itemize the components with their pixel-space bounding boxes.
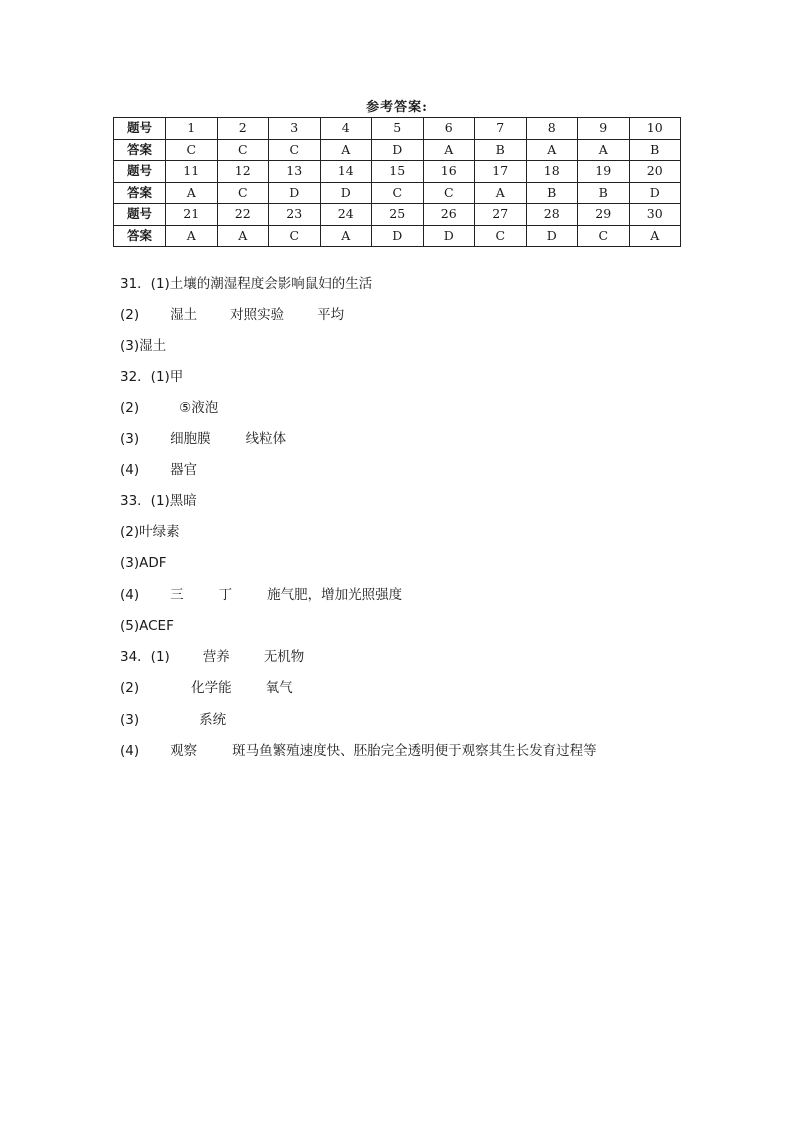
table-cell: D bbox=[526, 225, 578, 247]
table-cell: 29 bbox=[578, 204, 630, 226]
row-header-cell: 答案 bbox=[114, 182, 166, 204]
table-cell: 24 bbox=[320, 204, 372, 226]
q31-part2-answer-b: 对照实验 bbox=[230, 307, 285, 323]
table-cell: D bbox=[423, 225, 475, 247]
table-cell: 26 bbox=[423, 204, 475, 226]
q32-part2-answer: ⑤液泡 bbox=[179, 400, 219, 416]
q31-line-1 bbox=[120, 274, 372, 294]
q34-part3-label: (3) bbox=[120, 712, 140, 728]
table-cell: 3 bbox=[269, 118, 321, 140]
q34-part1-label: 34．(1) bbox=[120, 649, 170, 665]
q34-part2-label: (2) bbox=[120, 680, 140, 696]
table-cell: 5 bbox=[372, 118, 424, 140]
q32-part4-label: (4) bbox=[120, 462, 140, 478]
table-cell: D bbox=[372, 139, 424, 161]
table-cell: 11 bbox=[166, 161, 218, 183]
table-row bbox=[114, 182, 681, 204]
q33-part2-text: (2)叶绿素 bbox=[120, 524, 180, 540]
table-cell: A bbox=[475, 182, 527, 204]
table-cell: C bbox=[423, 182, 475, 204]
table-cell: D bbox=[269, 182, 321, 204]
table-cell: C bbox=[578, 225, 630, 247]
table-cell: C bbox=[269, 139, 321, 161]
table-cell: 15 bbox=[372, 161, 424, 183]
table-cell: 6 bbox=[423, 118, 475, 140]
answer-key-title: 参考答案: bbox=[366, 100, 428, 115]
q34-part1-answer-b: 无机物 bbox=[263, 649, 305, 665]
q33-part3-text: (3)ADF bbox=[120, 555, 167, 571]
q34-part2-answer-b: 氧气 bbox=[265, 680, 293, 696]
table-cell: 19 bbox=[578, 161, 630, 183]
table-cell: 25 bbox=[372, 204, 424, 226]
answer-table bbox=[113, 117, 681, 247]
table-cell: 13 bbox=[269, 161, 321, 183]
table-cell: 14 bbox=[320, 161, 372, 183]
row-header-cell: 题号 bbox=[114, 204, 166, 226]
q32-part3-answer-a: 细胞膜 bbox=[170, 431, 211, 447]
table-cell: 17 bbox=[475, 161, 527, 183]
q33-part4-answer-a: 三 bbox=[170, 587, 184, 603]
q34-part4-answer-b: 斑马鱼繁殖速度快、胚胎完全透明便于观察其生长发育过程等 bbox=[232, 743, 597, 759]
table-cell: A bbox=[166, 182, 218, 204]
q33-part1-text: 33．(1)黑暗 bbox=[120, 493, 197, 509]
table-cell: 28 bbox=[526, 204, 578, 226]
table-cell: B bbox=[629, 139, 681, 161]
q32-line-2 bbox=[120, 398, 218, 418]
q33-line-1 bbox=[120, 491, 197, 511]
table-cell: 30 bbox=[629, 204, 681, 226]
table-row bbox=[114, 139, 681, 161]
table-cell: D bbox=[320, 182, 372, 204]
table-cell: D bbox=[629, 182, 681, 204]
table-row bbox=[114, 225, 681, 247]
q32-line-4 bbox=[120, 460, 197, 480]
table-row bbox=[114, 204, 681, 226]
q33-part4-answer-b: 丁 bbox=[218, 587, 233, 603]
table-cell: C bbox=[372, 182, 424, 204]
q32-part1-text: 32．(1)甲 bbox=[120, 369, 184, 385]
q34-line-4 bbox=[120, 741, 597, 761]
q33-line-3 bbox=[120, 553, 167, 573]
row-header-cell: 题号 bbox=[114, 161, 166, 183]
q32-part3-answer-b: 线粒体 bbox=[245, 431, 287, 447]
q32-part2-label: (2) bbox=[120, 400, 140, 416]
q34-line-1 bbox=[120, 647, 304, 667]
table-cell: 12 bbox=[217, 161, 269, 183]
table-cell: A bbox=[578, 139, 630, 161]
q33-line-2 bbox=[120, 522, 180, 542]
table-cell: A bbox=[526, 139, 578, 161]
q32-line-3 bbox=[120, 429, 286, 449]
q32-line-1 bbox=[120, 367, 183, 387]
table-cell: 21 bbox=[166, 204, 218, 226]
q34-part4-label: (4) bbox=[120, 743, 140, 759]
table-cell: 8 bbox=[526, 118, 578, 140]
q33-line-5 bbox=[120, 616, 174, 636]
q31-line-3 bbox=[120, 336, 166, 356]
table-cell: 7 bbox=[475, 118, 527, 140]
q31-line-2 bbox=[120, 305, 344, 325]
row-header-cell: 答案 bbox=[114, 139, 166, 161]
q31-part2-answer-c: 平均 bbox=[317, 307, 345, 323]
q33-line-4 bbox=[120, 585, 402, 605]
table-cell: C bbox=[217, 139, 269, 161]
table-cell: C bbox=[217, 182, 269, 204]
q34-part4-answer-a: 观察 bbox=[170, 743, 198, 759]
q31-part3-text: (3)湿土 bbox=[120, 338, 167, 354]
table-row bbox=[114, 118, 681, 140]
q34-line-3 bbox=[120, 710, 226, 730]
q34-part3-answer: 系统 bbox=[199, 712, 227, 728]
q33-part4-label: (4) bbox=[120, 587, 140, 603]
table-cell: 1 bbox=[166, 118, 218, 140]
table-cell: B bbox=[578, 182, 630, 204]
q31-part1-text: 31．(1)土壤的潮湿程度会影响鼠妇的生活 bbox=[120, 276, 373, 292]
table-cell: 22 bbox=[217, 204, 269, 226]
q33-part5-text: (5)ACEF bbox=[120, 618, 174, 634]
q32-part3-label: (3) bbox=[120, 431, 140, 447]
table-cell: A bbox=[320, 139, 372, 161]
table-cell: 2 bbox=[217, 118, 269, 140]
table-cell: 16 bbox=[423, 161, 475, 183]
table-cell: A bbox=[320, 225, 372, 247]
table-cell: C bbox=[269, 225, 321, 247]
row-header-cell: 题号 bbox=[114, 118, 166, 140]
table-row bbox=[114, 161, 681, 183]
q32-part4-answer: 器官 bbox=[170, 462, 198, 478]
table-cell: 27 bbox=[475, 204, 527, 226]
table-cell: A bbox=[166, 225, 218, 247]
q31-part2-answer-a: 湿土 bbox=[170, 307, 198, 323]
table-cell: D bbox=[372, 225, 424, 247]
q34-line-2 bbox=[120, 678, 293, 698]
table-cell: 18 bbox=[526, 161, 578, 183]
table-cell: C bbox=[475, 225, 527, 247]
table-cell: A bbox=[217, 225, 269, 247]
q31-part2-label: (2) bbox=[120, 307, 140, 323]
table-cell: 23 bbox=[269, 204, 321, 226]
q34-part2-answer-a: 化学能 bbox=[191, 680, 232, 696]
table-cell: B bbox=[475, 139, 527, 161]
table-cell: 20 bbox=[629, 161, 681, 183]
table-cell: C bbox=[166, 139, 218, 161]
table-cell: 10 bbox=[629, 118, 681, 140]
table-cell: A bbox=[629, 225, 681, 247]
table-cell: 4 bbox=[320, 118, 372, 140]
table-cell: A bbox=[423, 139, 475, 161]
q33-part4-answer-c: 施气肥，增加光照强度 bbox=[267, 587, 403, 603]
q34-part1-answer-a: 营养 bbox=[202, 649, 230, 665]
table-cell: B bbox=[526, 182, 578, 204]
table-cell: 9 bbox=[578, 118, 630, 140]
row-header-cell: 答案 bbox=[114, 225, 166, 247]
